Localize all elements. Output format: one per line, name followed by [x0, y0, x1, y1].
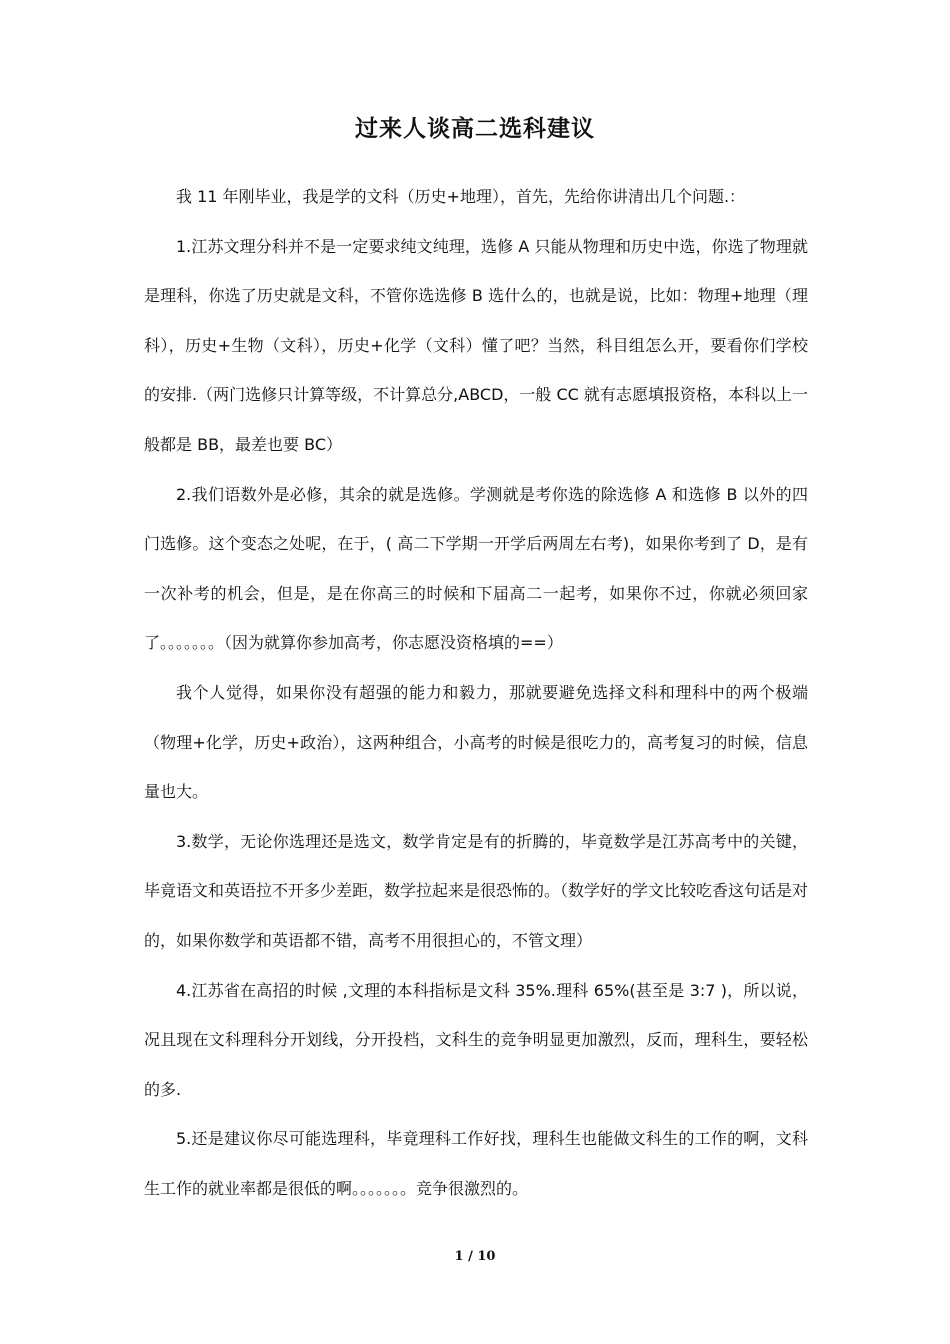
document-title: 过来人谈高二选科建议: [355, 116, 595, 142]
paragraph-point-2: 2.我们语数外是必修，其余的就是选修。学测就是考你选的除选修 A 和选修 B 以外的四门选修。这个变态之处呢，在于，( 高二下学期一开学后两周左右考)，如果你考到了 D，是有一次补考的机会，但是，是在你高三的时候和下届高二一起考，如果你不过，你就必须回家了。。。。。。。（因为就算你参加高考，你志愿没资格填的==）: [144, 484, 808, 653]
paragraph-point-3: 3.数学，无论你选理还是选文，数学肯定是有的折腾的，毕竟数学是江苏高考中的关键，毕竟语文和英语拉不开多少差距，数学拉起来是很恐怖的。（数学好的学文比较吃香这句话是对的，如果你数学和英语都不错，高考不用很担心的，不管文理）: [144, 831, 809, 950]
paragraph-point-4: 4.江苏省在高招的时候 ,文理的本科指标是文科 35%.理科 65%(甚至是 3:7 )，所以说，况且现在文科理科分开划线，分开投档，文科生的竞争明显更加激烈，反而，理科生，要轻松的多.: [144, 980, 808, 1099]
paragraph-intro: 我 11 年刚毕业，我是学的文科（历史+地理），首先，先给你讲清出几个问题.：: [176, 187, 746, 206]
paragraph-point-1: 1.江苏文理分科并不是一定要求纯文纯理，选修 A 只能从物理和历史中选，你选了物理就是理科，你选了历史就是文科，不管你选选修 B 选什么的，也就是说，比如：物理+地理（理科），历史+生物（文科），历史+化学（文科）懂了吧？当然，科目组怎么开，要看你们学校的安排.（两门选修只计算等级，不计算总分,ABCD，一般 CC 就有志愿填报资格，本科以上一般都是 BB，最差也要 BC）: [144, 236, 808, 454]
page-number: 1 / 10: [454, 1249, 496, 1264]
document-body: [144, 172, 808, 1213]
paragraph-point-5: 5.还是建议你尽可能选理科，毕竟理科工作好找，理科生也能做文科生的工作的啊，文科生工作的就业率都是很低的啊。。。。。。。竞争很激烈的。: [144, 1129, 808, 1198]
paragraph-personal-opinion: 我个人觉得，如果你没有超强的能力和毅力，那就要避免选择文科和理科中的两个极端（物理+化学，历史+政治），这两种组合，小高考的时候是很吃力的，高考复习的时候，信息量也大。: [144, 682, 808, 802]
